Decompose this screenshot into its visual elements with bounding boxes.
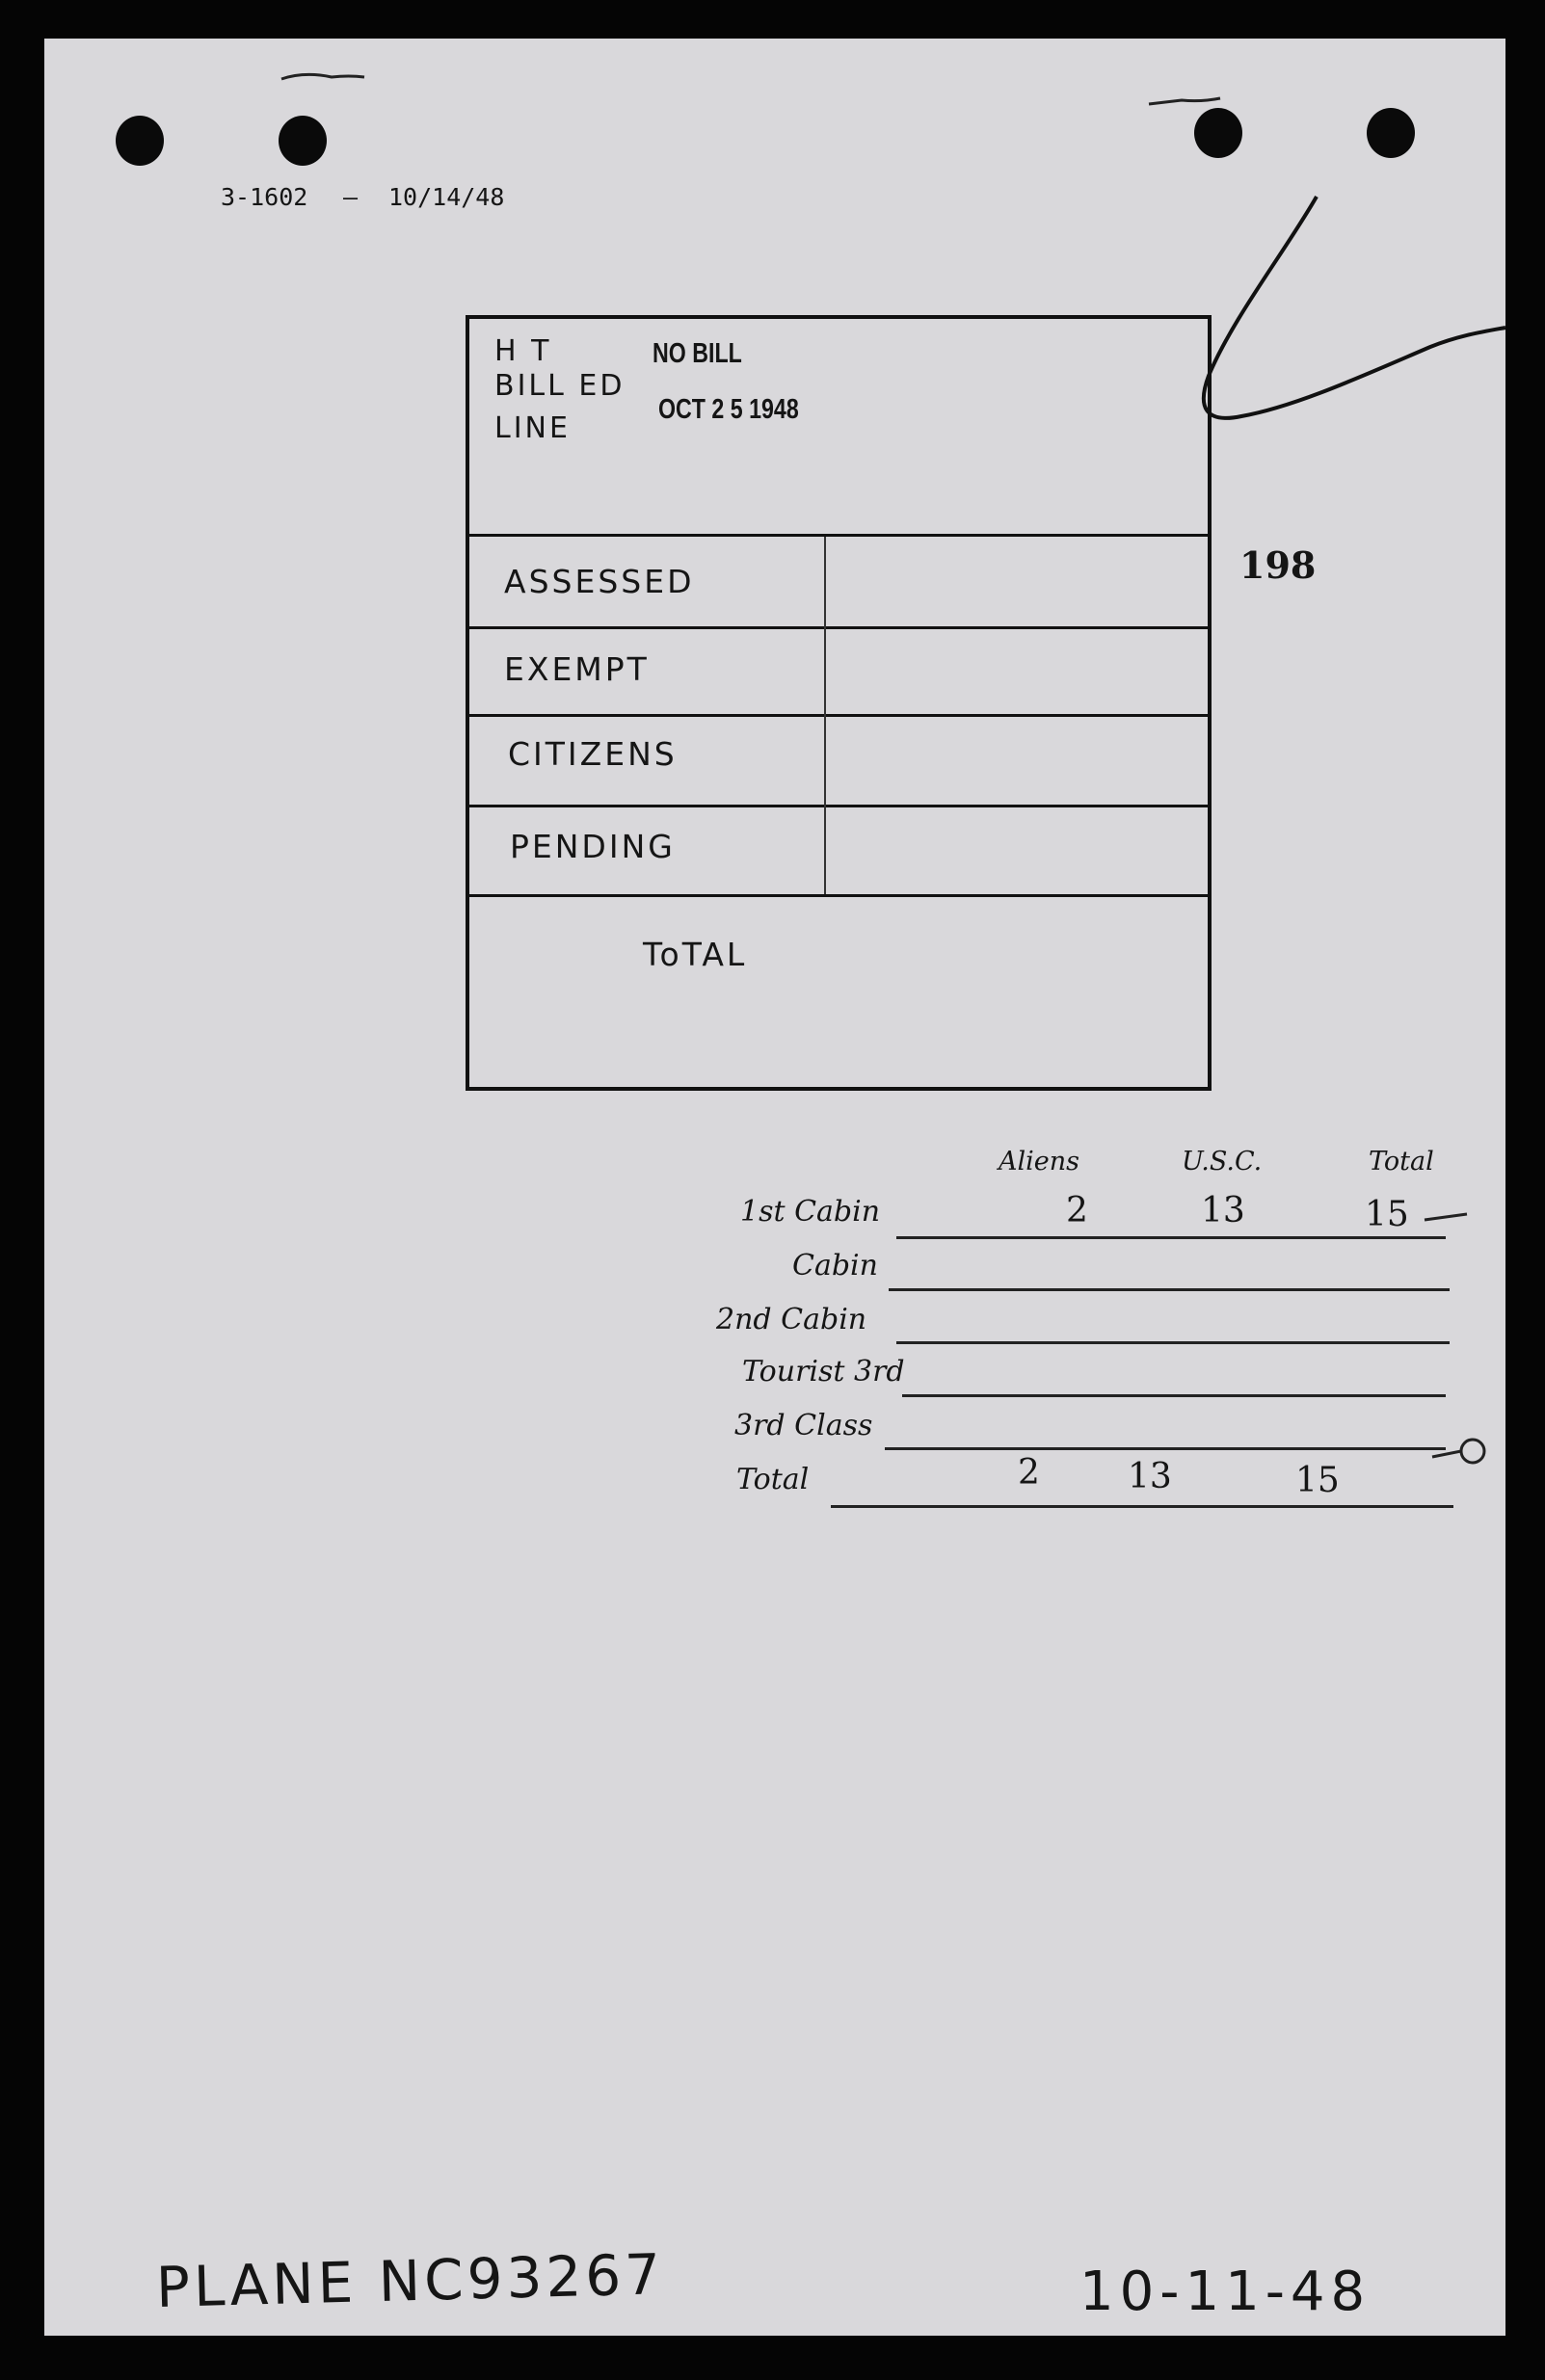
cell-1st-cabin-usc: 13 <box>1201 1191 1245 1230</box>
row-label-3rd-class: 3rd Class <box>734 1409 873 1442</box>
footer-date: 10-11-48 <box>1079 2261 1372 2323</box>
underline-3rd-class <box>885 1447 1446 1450</box>
column-divider <box>824 537 826 894</box>
row-label-1st-cabin: 1st Cabin <box>740 1195 881 1229</box>
divider-header <box>469 534 1208 537</box>
column-header-total: Total <box>1369 1147 1434 1177</box>
punch-hole-left-1 <box>116 116 164 166</box>
page-number: 198 <box>1239 543 1317 587</box>
date-stamp: OCT 2 5 1948 <box>658 394 799 425</box>
row-label-total: Total <box>736 1463 810 1496</box>
file-number: 3-1602 <box>221 183 308 211</box>
column-header-aliens: Aliens <box>999 1147 1079 1177</box>
line-label-line: LINE <box>494 411 571 445</box>
row-label-assessed: ASSESSED <box>504 563 695 600</box>
row-label-cabin: Cabin <box>792 1249 878 1283</box>
line-label-ht: H T <box>494 334 552 368</box>
underline-2nd-cabin <box>896 1341 1450 1344</box>
cell-total-usc: 13 <box>1128 1457 1172 1496</box>
header-dash: — <box>343 183 359 211</box>
total-label: ToTAL <box>643 936 748 973</box>
tally-end-mark <box>1423 1181 1500 1499</box>
divider-citizens <box>469 805 1208 807</box>
header-date: 10/14/48 <box>388 183 505 211</box>
row-label-pending: PENDING <box>510 828 676 865</box>
divider-exempt <box>469 714 1208 717</box>
row-label-tourist-3rd: Tourist 3rd <box>742 1355 905 1388</box>
divider-pending <box>469 894 1208 897</box>
cell-1st-cabin-total: 15 <box>1365 1195 1409 1234</box>
underline-cabin <box>889 1288 1450 1291</box>
row-label-2nd-cabin: 2nd Cabin <box>716 1303 867 1336</box>
divider-assessed <box>469 626 1208 629</box>
underline-1st-cabin <box>896 1236 1446 1239</box>
punch-hole-right-2 <box>1367 108 1415 158</box>
no-bill-stamp: NO BILL <box>653 338 742 369</box>
line-label-billed: BILL ED <box>494 369 626 403</box>
billing-form-box <box>466 315 1212 1091</box>
cell-1st-cabin-aliens: 2 <box>1066 1191 1088 1230</box>
underline-tourist-3rd <box>902 1394 1446 1397</box>
column-header-usc: U.S.C. <box>1182 1147 1263 1177</box>
underline-total <box>831 1505 1453 1508</box>
row-label-citizens: CITIZENS <box>508 735 678 773</box>
cell-total-total: 15 <box>1295 1461 1340 1500</box>
punch-hole-left-2 <box>279 116 327 166</box>
row-label-exempt: EXEMPT <box>504 650 650 688</box>
top-right-scribble-mark <box>1143 91 1239 119</box>
cell-total-aliens: 2 <box>1018 1453 1040 1493</box>
plane-registration: PLANE NC93267 <box>155 2241 665 2320</box>
top-scribble-mark <box>276 52 391 91</box>
document-page <box>44 39 1505 2336</box>
